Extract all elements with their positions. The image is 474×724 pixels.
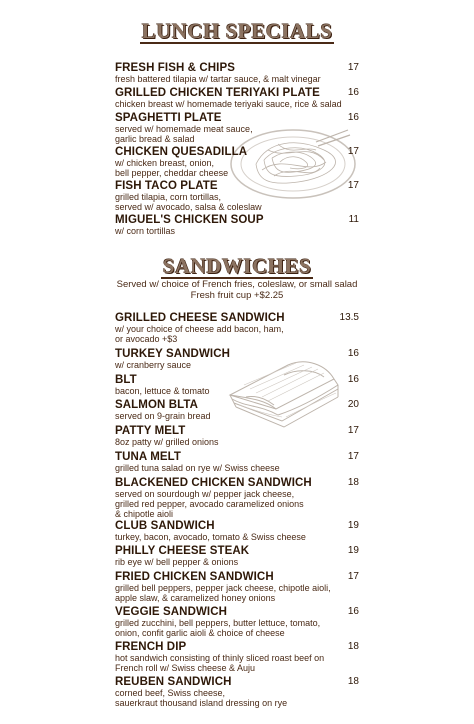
menu-item-description: bell pepper, cheddar cheese: [115, 168, 229, 178]
menu-item-price: 17: [347, 571, 359, 582]
lunch-specials-title: [0, 19, 474, 44]
menu-item-description: served w/ avocado, salsa & coleslaw: [115, 202, 262, 212]
menu-item-price: 16: [347, 112, 359, 123]
menu-item-description: apple slaw, & caramelized honey onions: [115, 593, 276, 603]
menu-item-description: French roll w/ Swiss cheese & Auju: [115, 663, 256, 673]
sandwiches-note-line: Fresh fruit cup +$2.25: [190, 290, 284, 301]
menu-item-price: 17: [347, 180, 359, 191]
menu-item-name: FRIED CHICKEN SANDWICH: [115, 571, 274, 583]
menu-item-description: sauerkraut thousand island dressing on rye: [115, 698, 288, 708]
menu-item-name: MIGUEL'S CHICKEN SOUP: [115, 214, 264, 226]
menu-item-description: grilled tuna salad on rye w/ Swiss cheese: [115, 463, 280, 473]
sandwiches-note: [0, 279, 474, 301]
menu-item-description: grilled tilapia, corn tortillas,: [115, 192, 222, 202]
menu-item-name: SPAGHETTI PLATE: [115, 112, 222, 124]
menu-item-name: GRILLED CHEESE SANDWICH: [115, 312, 285, 324]
menu-item-description: w/ corn tortillas: [115, 226, 176, 236]
menu-item-description: grilled bell peppers, pepper jack cheese, chipotle aioli,: [115, 583, 331, 593]
menu-item-description: grilled red pepper, avocado caramelized onions: [115, 499, 304, 509]
menu-item-price: 20: [347, 399, 359, 410]
menu-item-name: REUBEN SANDWICH: [115, 676, 232, 688]
menu-item-name: CHICKEN QUESADILLA: [115, 146, 248, 158]
menu-item-description: turkey, bacon, avocado, tomato & Swiss cheese: [115, 532, 306, 542]
menu-item-description: 8oz patty w/ grilled onions: [115, 437, 219, 447]
sandwiches-note-line: Served w/ choice of French fries, coleslaw, or small salad: [116, 279, 358, 290]
menu-item-name: PATTY MELT: [115, 425, 186, 437]
menu-item-description: onion, confit garlic aioli & choice of cheese: [115, 628, 285, 638]
menu-item-price: 11: [348, 214, 359, 225]
menu-item-price: 17: [347, 62, 359, 73]
menu-item-price: 19: [347, 520, 359, 531]
menu-item-name: PHILLY CHEESE STEAK: [115, 545, 250, 557]
menu-item-name: FRENCH DIP: [115, 641, 187, 653]
menu-item-price: 17: [347, 425, 359, 436]
lunch-specials-title-text: LUNCH SPECIALS: [141, 19, 333, 43]
menu-item-name: TURKEY SANDWICH: [115, 348, 231, 360]
menu-item-description: & chipotle aioli: [115, 509, 174, 519]
menu-item-name: VEGGIE SANDWICH: [115, 606, 228, 618]
menu-item-description: served on sourdough w/ pepper jack cheese,: [115, 489, 295, 499]
menu-item-description: bacon, lettuce & tomato: [115, 386, 210, 396]
menu-item-name: FISH TACO PLATE: [115, 180, 218, 192]
menu-item-description: w/ cranberry sauce: [115, 360, 192, 370]
menu-item-description: grilled zucchini, bell peppers, butter lettuce, tomato,: [115, 618, 321, 628]
menu-item-price: 17: [347, 451, 359, 462]
menu-item-description: served w/ homemade meat sauce,: [115, 124, 253, 134]
menu-item-price: 16: [347, 348, 359, 359]
sandwiches-title: [0, 254, 474, 279]
menu-item-description: fresh battered tilapia w/ tartar sauce, & malt vinegar: [115, 74, 321, 84]
menu-item-description: or avocado +$3: [115, 334, 178, 344]
menu-item-name: FRESH FISH & CHIPS: [115, 62, 236, 74]
menu-item-description: hot sandwich consisting of thinly sliced roast beef on: [115, 653, 325, 663]
menu-item-description: rib eye w/ bell pepper & onions: [115, 557, 239, 567]
menu-item-description: corned beef, Swiss cheese,: [115, 688, 226, 698]
menu-item-price: 16: [347, 374, 359, 385]
menu-item-price: 18: [347, 676, 359, 687]
menu-item-name: CLUB SANDWICH: [115, 520, 215, 532]
menu-item-name: SALMON BLTA: [115, 399, 199, 411]
menu-item-description: w/ chicken breast, onion,: [115, 158, 215, 168]
menu-item-price: 19: [347, 545, 359, 556]
menu-item-description: garlic bread & salad: [115, 134, 195, 144]
menu-item-description: chicken breast w/ homemade teriyaki sauce, rice & salad: [115, 99, 342, 109]
menu-item-name: TUNA MELT: [115, 451, 182, 463]
menu-item-description: w/ your choice of cheese add bacon, ham,: [115, 324, 284, 334]
menu-item-price: 16: [347, 606, 359, 617]
menu-item-name: GRILLED CHICKEN TERIYAKI PLATE: [115, 87, 320, 99]
menu-item-price: 16: [347, 87, 359, 98]
menu-item-name: BLT: [115, 374, 137, 386]
menu-item-name: BLACKENED CHICKEN SANDWICH: [115, 477, 312, 489]
menu-item-price: 13.5: [339, 312, 359, 323]
menu-item-price: 17: [347, 146, 359, 157]
menu-item-description: served on 9-grain bread: [115, 411, 211, 421]
menu-item-price: 18: [347, 477, 359, 488]
sandwiches-title-text: SANDWICHES: [162, 254, 312, 278]
menu-item-price: 18: [347, 641, 359, 652]
